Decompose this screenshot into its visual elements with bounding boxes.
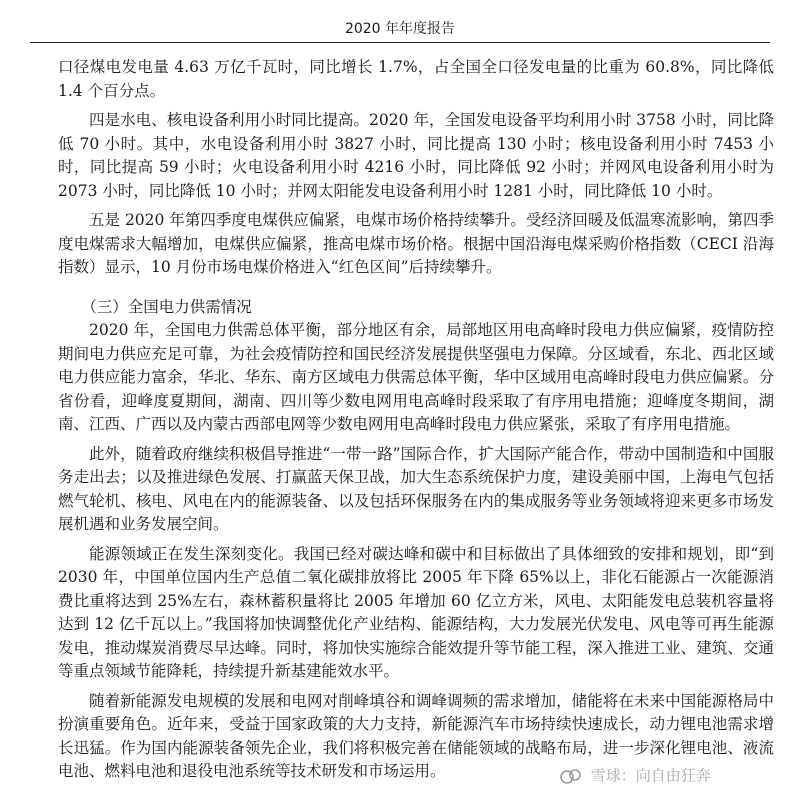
paragraph-energy-transition: 能源领域正在发生深刻变化。我国已经对碳达峰和碳中和目标做出了具体细致的安排和规划，即“到 2030 年，中国单位国内生产总值二氧化碳排放将比 2005 年下降 65%以上，非化石能源占一次能源消费比重将达到 25%左右，森林蓄积量将比 2005 年增加 60 亿立方米，风电、太阳能发电总装机容量将达到 12 亿千瓦以上。”我国将加快调整优化产业结构、能源结构，大力发展光伏发电、风电等可再生能源发电，推动煤炭消费尽早达峰。同时，将加快实施综合能效提升等节能工程，深入推进工业、建筑、交通等重点领域节能降耗，持续提升新基建能效水平。 [58,544,774,680]
paragraph-coal-output: 口径煤电发电量 4.63 万亿千瓦时，同比增长 1.7%，占全国全口径发电量的比重为 60.8%，同比降低 1.4 个百分点。 [58,58,774,100]
snowball-logo-icon [560,767,582,785]
paragraph-energy-storage: 随着新能源发电规模的发展和电网对削峰填谷和调峰调频的需求增加，储能将在未来中国能源格局中扮演重要角色。近年来，受益于国家政策的大力支持，新能源汽车市场持续快速成长，动力锂电池需求增长迅猛。作为国内能源装备领先企业，我们将积极完善在储能领域的战略布局，进一步深化锂电池、液流电池、燃料电池和退役电池系统等技术研发和市场运用。 [58,691,774,780]
page-header: 2020 年年度报告 [344,21,456,37]
paragraph-belt-and-road: 此外，随着政府继续积极倡导推进“一带一路”国际合作，扩大国际产能合作，带动中国制造和中国服务走出去；以及推进绿色发展、打赢蓝天保卫战，加大生态系统保护力度，建设美丽中国，上海电气包括燃气轮机、核电、风电在内的能源装备、以及包括环保服务在内的集成服务等业务领域将迎来更多市场发展机遇和业务发展空间。 [58,444,774,533]
paragraph-supply-demand: 2020 年，全国电力供需总体平衡，部分地区有余，局部地区用电高峰时段电力供应偏紧，疫情防控期间电力供应充足可靠，为社会疫情防控和国民经济发展提供坚强电力保障。分区域看，东北、西北区域电力供应能力富余，华北、华东、南方区域电力供需总体平衡，华中区域用电高峰时段电力供应偏紧。分省份看，迎峰度夏期间，湖南、四川等少数电网用电高峰时段采取了有序用电措施；迎峰度冬期间，湖南、江西、广西以及内蒙古西部电网等少数电网用电高峰时段电力供应紧张，采取了有序用电措施。 [58,321,774,433]
paragraph-coal-supply: 五是 2020 年第四季度电煤供应偏紧，电煤市场价格持续攀升。受经济回暖及低温寒流影响，第四季度电煤需求大幅增加，电煤供应偏紧，推高电煤市场价格。根据中国沿海电煤采购价格指数（CECI 沿海指数）显示，10 月份市场电煤价格进入“红色区间”后持续攀升。 [58,211,774,276]
report-body [58,56,774,784]
paragraph-utilization-hours: 四是水电、核电设备利用小时同比提高。2020 年，全国发电设备平均利用小时 3758 小时，同比降低 70 小时。其中，水电设备利用小时 3827 小时，同比提高 130 小时；核电设备利用小时 7453 小时，同比提高 59 小时；火电设备利用小时 4216 小时，同比降低 92 小时；并网风电设备利用小时为 2073 小时，同比降低 10 小时；并网太阳能发电设备利用小时 1281 小时，同比降低 10 小时。 [58,111,774,200]
watermark [560,762,780,788]
header-divider [30,42,770,43]
section-heading-supply-demand: （三）全国电力供需情况 [81,297,252,316]
watermark-text: 雪球：向自由狂奔 [590,766,711,785]
